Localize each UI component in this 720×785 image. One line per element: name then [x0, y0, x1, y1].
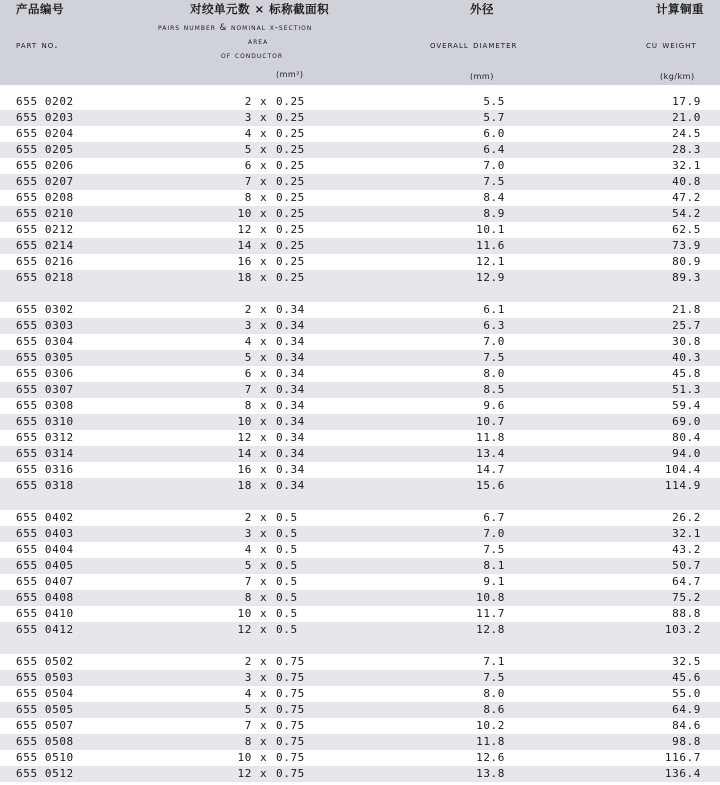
overall-diameter-cell: 12.6	[476, 751, 505, 764]
table-row	[0, 366, 720, 382]
cu-weight-cell: 116.7	[664, 751, 701, 764]
pairs-count-cell: 10	[237, 415, 252, 428]
table-header	[0, 0, 720, 85]
cu-weight-cell: 45.6	[672, 671, 701, 684]
cross-section-cell: 0.5	[276, 559, 298, 572]
part-number-cell: 655 0302	[16, 303, 74, 316]
pairs-count-cell: 4	[244, 127, 252, 140]
part-number-cell: 655 0507	[16, 719, 74, 732]
cu-weight-cell: 32.1	[672, 159, 701, 172]
pairs-count-cell: 5	[244, 703, 252, 716]
table-row	[0, 606, 720, 622]
part-number-cell: 655 0512	[16, 767, 74, 780]
table-row	[0, 222, 720, 238]
cu-weight-cell: 69.0	[672, 415, 701, 428]
overall-diameter-cell: 8.1	[483, 559, 505, 572]
cross-section-cell: 0.34	[276, 479, 305, 492]
table-row	[0, 302, 720, 318]
cross-section-cell: 0.25	[276, 191, 305, 204]
part-number-cell: 655 0316	[16, 463, 74, 476]
part-number-cell: 655 0216	[16, 255, 74, 268]
part-number-cell: 655 0403	[16, 527, 74, 540]
part-number-cell: 655 0502	[16, 655, 74, 668]
cross-section-cell: 0.34	[276, 383, 305, 396]
part-number-cell: 655 0402	[16, 511, 74, 524]
cross-section-cell: 0.75	[276, 719, 305, 732]
overall-diameter-cell: 7.5	[483, 543, 505, 556]
cu-weight-cell: 26.2	[672, 511, 701, 524]
cu-weight-cell: 24.5	[672, 127, 701, 140]
part-number-cell: 655 0308	[16, 399, 74, 412]
table-row	[0, 254, 720, 270]
cu-weight-cell: 50.7	[672, 559, 701, 572]
multiply-sign-cell: x	[260, 751, 268, 764]
table-row	[0, 670, 720, 686]
table-row	[0, 126, 720, 142]
cu-weight-cell: 104.4	[664, 463, 701, 476]
overall-diameter-cell: 8.0	[483, 687, 505, 700]
cross-section-cell: 0.75	[276, 751, 305, 764]
cross-section-cell: 0.34	[276, 367, 305, 380]
multiply-sign-cell: x	[260, 431, 268, 444]
cross-section-cell: 0.25	[276, 271, 305, 284]
overall-diameter-cell: 15.6	[476, 479, 505, 492]
table-row	[0, 382, 720, 398]
overall-diameter-cell: 8.9	[483, 207, 505, 220]
part-number-cell: 655 0303	[16, 319, 74, 332]
multiply-sign-cell: x	[260, 719, 268, 732]
pairs-count-cell: 7	[244, 575, 252, 588]
cross-section-cell: 0.5	[276, 591, 298, 604]
cu-weight-cell: 89.3	[672, 271, 701, 284]
part-number-cell: 655 0304	[16, 335, 74, 348]
pairs-count-cell: 4	[244, 335, 252, 348]
pairs-count-cell: 10	[237, 207, 252, 220]
overall-diameter-cell: 9.1	[483, 575, 505, 588]
table-row	[0, 350, 720, 366]
cu-weight-cell: 55.0	[672, 687, 701, 700]
cross-section-cell: 0.34	[276, 399, 305, 412]
cu-weight-cell: 54.2	[672, 207, 701, 220]
cu-weight-cell: 28.3	[672, 143, 701, 156]
table-row	[0, 142, 720, 158]
multiply-sign-cell: x	[260, 655, 268, 668]
multiply-sign-cell: x	[260, 511, 268, 524]
part-number-cell: 655 0412	[16, 623, 74, 636]
pairs-count-cell: 6	[244, 159, 252, 172]
overall-diameter-cell: 13.4	[476, 447, 505, 460]
multiply-sign-cell: x	[260, 175, 268, 188]
header-pairs-en-1: pairs number & nominal x-section	[158, 23, 313, 33]
multiply-sign-cell: x	[260, 399, 268, 412]
pairs-count-cell: 18	[237, 479, 252, 492]
cross-section-cell: 0.75	[276, 687, 305, 700]
multiply-sign-cell: x	[260, 735, 268, 748]
cross-section-cell: 0.25	[276, 127, 305, 140]
table-row	[0, 430, 720, 446]
table-row	[0, 574, 720, 590]
pairs-count-cell: 6	[244, 367, 252, 380]
table-row	[0, 398, 720, 414]
multiply-sign-cell: x	[260, 335, 268, 348]
cu-weight-cell: 64.7	[672, 575, 701, 588]
header-pairs-en-2: area	[248, 37, 269, 47]
header-pairs-en-3: of conductor	[221, 51, 284, 61]
part-number-cell: 655 0314	[16, 447, 74, 460]
overall-diameter-cell: 11.8	[476, 735, 505, 748]
overall-diameter-cell: 8.0	[483, 367, 505, 380]
pairs-count-cell: 7	[244, 175, 252, 188]
header-od-unit: (mm)	[470, 72, 494, 81]
header-od-en: overall diameter	[430, 39, 518, 51]
cu-weight-cell: 32.5	[672, 655, 701, 668]
pairs-count-cell: 4	[244, 543, 252, 556]
group-separator	[0, 494, 720, 510]
part-number-cell: 655 0307	[16, 383, 74, 396]
overall-diameter-cell: 13.8	[476, 767, 505, 780]
cu-weight-cell: 47.2	[672, 191, 701, 204]
multiply-sign-cell: x	[260, 383, 268, 396]
part-number-cell: 655 0306	[16, 367, 74, 380]
part-number-cell: 655 0310	[16, 415, 74, 428]
part-number-cell: 655 0212	[16, 223, 74, 236]
overall-diameter-cell: 14.7	[476, 463, 505, 476]
overall-diameter-cell: 7.0	[483, 159, 505, 172]
cu-weight-cell: 114.9	[664, 479, 701, 492]
part-number-cell: 655 0207	[16, 175, 74, 188]
part-number-cell: 655 0218	[16, 271, 74, 284]
pairs-count-cell: 12	[237, 623, 252, 636]
overall-diameter-cell: 9.6	[483, 399, 505, 412]
multiply-sign-cell: x	[260, 479, 268, 492]
pairs-count-cell: 16	[237, 463, 252, 476]
multiply-sign-cell: x	[260, 767, 268, 780]
cu-weight-cell: 45.8	[672, 367, 701, 380]
overall-diameter-cell: 12.8	[476, 623, 505, 636]
pairs-count-cell: 10	[237, 751, 252, 764]
cu-weight-cell: 73.9	[672, 239, 701, 252]
part-number-cell: 655 0208	[16, 191, 74, 204]
pairs-count-cell: 5	[244, 559, 252, 572]
cross-section-cell: 0.25	[276, 207, 305, 220]
overall-diameter-cell: 8.6	[483, 703, 505, 716]
cross-section-cell: 0.75	[276, 671, 305, 684]
pairs-count-cell: 3	[244, 527, 252, 540]
table-row	[0, 206, 720, 222]
cross-section-cell: 0.75	[276, 767, 305, 780]
cross-section-cell: 0.5	[276, 623, 298, 636]
pairs-count-cell: 8	[244, 191, 252, 204]
pairs-count-cell: 18	[237, 271, 252, 284]
overall-diameter-cell: 7.0	[483, 527, 505, 540]
table-row	[0, 526, 720, 542]
cu-weight-cell: 21.0	[672, 111, 701, 124]
pairs-count-cell: 7	[244, 719, 252, 732]
pairs-count-cell: 3	[244, 111, 252, 124]
part-number-cell: 655 0203	[16, 111, 74, 124]
multiply-sign-cell: x	[260, 111, 268, 124]
cu-weight-cell: 80.4	[672, 431, 701, 444]
table-row	[0, 478, 720, 494]
pairs-count-cell: 16	[237, 255, 252, 268]
header-pairs-unit: (mm²)	[276, 70, 304, 79]
header-part-en: part no.	[16, 39, 59, 51]
header-cu-unit: (kg/km)	[660, 72, 695, 81]
part-number-cell: 655 0305	[16, 351, 74, 364]
part-number-cell: 655 0405	[16, 559, 74, 572]
pairs-count-cell: 14	[237, 447, 252, 460]
cu-weight-cell: 80.9	[672, 255, 701, 268]
overall-diameter-cell: 6.3	[483, 319, 505, 332]
cross-section-cell: 0.25	[276, 159, 305, 172]
multiply-sign-cell: x	[260, 591, 268, 604]
table-row	[0, 542, 720, 558]
multiply-sign-cell: x	[260, 319, 268, 332]
table-row	[0, 558, 720, 574]
cross-section-cell: 0.34	[276, 415, 305, 428]
multiply-sign-cell: x	[260, 703, 268, 716]
overall-diameter-cell: 7.1	[483, 655, 505, 668]
table-row	[0, 702, 720, 718]
cross-section-cell: 0.5	[276, 511, 298, 524]
pairs-count-cell: 2	[244, 95, 252, 108]
pairs-count-cell: 8	[244, 735, 252, 748]
table-row	[0, 174, 720, 190]
part-number-cell: 655 0503	[16, 671, 74, 684]
part-number-cell: 655 0312	[16, 431, 74, 444]
cross-section-cell: 0.25	[276, 255, 305, 268]
cu-weight-cell: 40.8	[672, 175, 701, 188]
cross-section-cell: 0.25	[276, 95, 305, 108]
overall-diameter-cell: 10.1	[476, 223, 505, 236]
table-row	[0, 110, 720, 126]
table-row	[0, 654, 720, 670]
multiply-sign-cell: x	[260, 239, 268, 252]
part-number-cell: 655 0205	[16, 143, 74, 156]
multiply-sign-cell: x	[260, 351, 268, 364]
overall-diameter-cell: 10.8	[476, 591, 505, 604]
pairs-count-cell: 7	[244, 383, 252, 396]
cu-weight-cell: 21.8	[672, 303, 701, 316]
part-number-cell: 655 0505	[16, 703, 74, 716]
table-row	[0, 750, 720, 766]
cross-section-cell: 0.34	[276, 447, 305, 460]
pairs-count-cell: 2	[244, 655, 252, 668]
cross-section-cell: 0.34	[276, 319, 305, 332]
cu-weight-cell: 59.4	[672, 399, 701, 412]
overall-diameter-cell: 7.0	[483, 335, 505, 348]
part-number-cell: 655 0214	[16, 239, 74, 252]
group-separator	[0, 286, 720, 302]
table-row	[0, 238, 720, 254]
part-number-cell: 655 0408	[16, 591, 74, 604]
table-row	[0, 734, 720, 750]
cu-weight-cell: 62.5	[672, 223, 701, 236]
table-row	[0, 686, 720, 702]
multiply-sign-cell: x	[260, 607, 268, 620]
cross-section-cell: 0.25	[276, 175, 305, 188]
header-pairs-zh: 对绞单元数 × 标称截面积	[190, 2, 330, 16]
part-number-cell: 655 0202	[16, 95, 74, 108]
part-number-cell: 655 0508	[16, 735, 74, 748]
cu-weight-cell: 17.9	[672, 95, 701, 108]
overall-diameter-cell: 5.7	[483, 111, 505, 124]
multiply-sign-cell: x	[260, 543, 268, 556]
table-row	[0, 414, 720, 430]
multiply-sign-cell: x	[260, 575, 268, 588]
overall-diameter-cell: 6.7	[483, 511, 505, 524]
multiply-sign-cell: x	[260, 671, 268, 684]
pairs-count-cell: 8	[244, 399, 252, 412]
pairs-count-cell: 12	[237, 431, 252, 444]
pairs-count-cell: 4	[244, 687, 252, 700]
pairs-count-cell: 5	[244, 143, 252, 156]
cross-section-cell: 0.25	[276, 143, 305, 156]
cu-weight-cell: 30.8	[672, 335, 701, 348]
cross-section-cell: 0.5	[276, 575, 298, 588]
cross-section-cell: 0.34	[276, 463, 305, 476]
pairs-count-cell: 3	[244, 319, 252, 332]
group-separator	[0, 638, 720, 654]
header-cu-zh: 计算铜重	[656, 2, 704, 16]
part-number-cell: 655 0210	[16, 207, 74, 220]
multiply-sign-cell: x	[260, 191, 268, 204]
cu-weight-cell: 40.3	[672, 351, 701, 364]
cross-section-cell: 0.75	[276, 735, 305, 748]
multiply-sign-cell: x	[260, 447, 268, 460]
overall-diameter-cell: 11.6	[476, 239, 505, 252]
part-number-cell: 655 0407	[16, 575, 74, 588]
multiply-sign-cell: x	[260, 687, 268, 700]
header-cu-en: cu weight	[646, 39, 697, 51]
part-number-cell: 655 0318	[16, 479, 74, 492]
cu-weight-cell: 98.8	[672, 735, 701, 748]
part-number-cell: 655 0410	[16, 607, 74, 620]
multiply-sign-cell: x	[260, 143, 268, 156]
table-row	[0, 462, 720, 478]
cu-weight-cell: 25.7	[672, 319, 701, 332]
table-row	[0, 190, 720, 206]
cross-section-cell: 0.5	[276, 527, 298, 540]
pairs-count-cell: 12	[237, 767, 252, 780]
multiply-sign-cell: x	[260, 623, 268, 636]
table-row	[0, 446, 720, 462]
cu-weight-cell: 84.6	[672, 719, 701, 732]
cross-section-cell: 0.5	[276, 543, 298, 556]
cross-section-cell: 0.34	[276, 335, 305, 348]
part-number-cell: 655 0504	[16, 687, 74, 700]
multiply-sign-cell: x	[260, 303, 268, 316]
table-row	[0, 622, 720, 638]
table-row	[0, 766, 720, 782]
overall-diameter-cell: 6.4	[483, 143, 505, 156]
multiply-sign-cell: x	[260, 367, 268, 380]
multiply-sign-cell: x	[260, 415, 268, 428]
pairs-count-cell: 8	[244, 591, 252, 604]
cross-section-cell: 0.75	[276, 703, 305, 716]
overall-diameter-cell: 10.2	[476, 719, 505, 732]
multiply-sign-cell: x	[260, 95, 268, 108]
header-od-zh: 外径	[470, 2, 494, 16]
table-row	[0, 94, 720, 110]
table-row	[0, 270, 720, 286]
multiply-sign-cell: x	[260, 559, 268, 572]
overall-diameter-cell: 11.8	[476, 431, 505, 444]
cu-weight-cell: 94.0	[672, 447, 701, 460]
part-number-cell: 655 0404	[16, 543, 74, 556]
part-number-cell: 655 0204	[16, 127, 74, 140]
cu-weight-cell: 43.2	[672, 543, 701, 556]
cu-weight-cell: 88.8	[672, 607, 701, 620]
pairs-count-cell: 2	[244, 303, 252, 316]
multiply-sign-cell: x	[260, 271, 268, 284]
cross-section-cell: 0.25	[276, 111, 305, 124]
multiply-sign-cell: x	[260, 127, 268, 140]
cross-section-cell: 0.25	[276, 223, 305, 236]
pairs-count-cell: 14	[237, 239, 252, 252]
part-number-cell: 655 0510	[16, 751, 74, 764]
overall-diameter-cell: 12.9	[476, 271, 505, 284]
header-part-zh: 产品编号	[16, 2, 64, 16]
multiply-sign-cell: x	[260, 463, 268, 476]
cross-section-cell: 0.34	[276, 303, 305, 316]
overall-diameter-cell: 7.5	[483, 351, 505, 364]
table-row	[0, 158, 720, 174]
cu-weight-cell: 136.4	[664, 767, 701, 780]
table-row	[0, 718, 720, 734]
cu-weight-cell: 75.2	[672, 591, 701, 604]
table-row	[0, 510, 720, 526]
pairs-count-cell: 12	[237, 223, 252, 236]
cross-section-cell: 0.25	[276, 239, 305, 252]
cu-weight-cell: 103.2	[664, 623, 701, 636]
overall-diameter-cell: 6.1	[483, 303, 505, 316]
part-number-cell: 655 0206	[16, 159, 74, 172]
cross-section-cell: 0.34	[276, 431, 305, 444]
overall-diameter-cell: 5.5	[483, 95, 505, 108]
table-row	[0, 334, 720, 350]
overall-diameter-cell: 7.5	[483, 175, 505, 188]
pairs-count-cell: 10	[237, 607, 252, 620]
overall-diameter-cell: 8.4	[483, 191, 505, 204]
multiply-sign-cell: x	[260, 255, 268, 268]
overall-diameter-cell: 8.5	[483, 383, 505, 396]
cross-section-cell: 0.34	[276, 351, 305, 364]
pairs-count-cell: 5	[244, 351, 252, 364]
multiply-sign-cell: x	[260, 159, 268, 172]
cross-section-cell: 0.5	[276, 607, 298, 620]
pairs-count-cell: 3	[244, 671, 252, 684]
multiply-sign-cell: x	[260, 527, 268, 540]
multiply-sign-cell: x	[260, 223, 268, 236]
cross-section-cell: 0.75	[276, 655, 305, 668]
overall-diameter-cell: 10.7	[476, 415, 505, 428]
overall-diameter-cell: 6.0	[483, 127, 505, 140]
table-row	[0, 318, 720, 334]
multiply-sign-cell: x	[260, 207, 268, 220]
cu-weight-cell: 64.9	[672, 703, 701, 716]
table-row	[0, 590, 720, 606]
cu-weight-cell: 32.1	[672, 527, 701, 540]
cu-weight-cell: 51.3	[672, 383, 701, 396]
pairs-count-cell: 2	[244, 511, 252, 524]
overall-diameter-cell: 7.5	[483, 671, 505, 684]
overall-diameter-cell: 11.7	[476, 607, 505, 620]
overall-diameter-cell: 12.1	[476, 255, 505, 268]
